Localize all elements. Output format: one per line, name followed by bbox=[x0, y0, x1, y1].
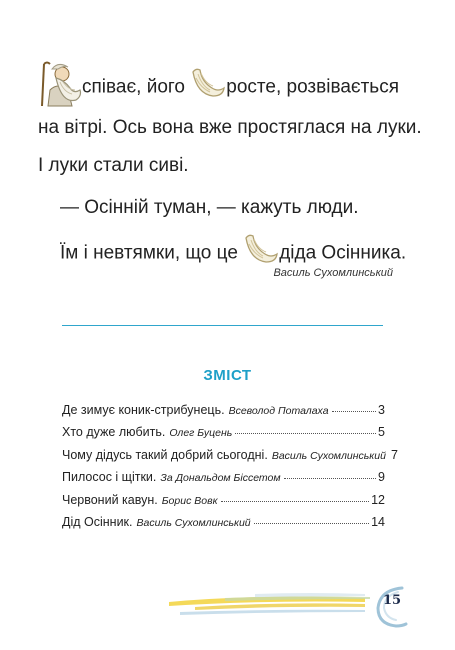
toc-entry-page: 5 bbox=[378, 425, 385, 440]
toc-entry-author: Борис Вовк bbox=[161, 494, 218, 507]
toc-entry-title: Хто дуже любить. bbox=[62, 425, 166, 440]
toc-title: ЗМІСТ bbox=[203, 367, 252, 384]
table-of-contents bbox=[62, 403, 398, 537]
toc-entry-author: Всеволод Поталаха bbox=[228, 405, 329, 417]
toc-entry-author: Олег Буцень bbox=[169, 427, 233, 440]
story-line-3: І луки стали сиві. bbox=[38, 155, 189, 176]
story-text: діда Осінника. bbox=[279, 242, 407, 264]
toc-leader-dots bbox=[221, 491, 370, 502]
toc-entry-author: Василь Сухомлинський bbox=[271, 449, 386, 462]
toc-entry-page: 14 bbox=[371, 514, 385, 529]
toc-leader-dots bbox=[332, 401, 377, 412]
story-author: Василь Сухомлинський bbox=[273, 267, 393, 279]
page-number: 15 bbox=[383, 593, 402, 608]
toc-entry[interactable] bbox=[62, 425, 385, 447]
brush-stroke-decoration bbox=[165, 588, 380, 624]
beard-icon bbox=[190, 66, 226, 109]
toc-entry-title: Червоний кавун. bbox=[62, 492, 158, 507]
toc-entry[interactable] bbox=[62, 470, 385, 492]
toc-entry-page: 3 bbox=[378, 403, 385, 417]
toc-entry-title: Дід Осінник. bbox=[62, 514, 133, 529]
toc-entry-page: 9 bbox=[378, 470, 385, 485]
divider-line bbox=[62, 325, 383, 326]
toc-entry-author: Василь Сухомлинський bbox=[136, 516, 251, 529]
toc-leader-dots bbox=[235, 423, 376, 434]
story-line-4: — Осінній туман, — кажуть люди. bbox=[60, 197, 359, 218]
story-text: Їм і невтямки, що це bbox=[60, 242, 238, 264]
toc-leader-dots bbox=[254, 513, 369, 524]
toc-entry-page: 7 bbox=[390, 447, 398, 462]
toc-entry-title: Де зимує коник-стрибунець. bbox=[62, 403, 225, 417]
old-man-icon bbox=[38, 60, 82, 115]
toc-entry[interactable] bbox=[62, 403, 385, 425]
story-text: росте, розвівається bbox=[226, 76, 399, 98]
toc-entry[interactable] bbox=[62, 447, 398, 470]
toc-entry-title: Пилосос і щітки. bbox=[62, 470, 157, 485]
toc-entry-author: За Дональдом Біссетом bbox=[160, 472, 281, 485]
toc-leader-dots bbox=[284, 468, 376, 479]
toc-entry[interactable] bbox=[62, 515, 385, 537]
story-text: співає, його bbox=[82, 76, 185, 98]
story-line-1 bbox=[38, 60, 399, 115]
toc-entry[interactable] bbox=[62, 493, 385, 515]
toc-entry-page: 12 bbox=[371, 492, 385, 507]
toc-entry-title: Чому дідусь такий добрий сьогодні. bbox=[62, 447, 268, 462]
story-line-2: на вітрі. Ось вона вже простяглася на луки. bbox=[38, 117, 422, 138]
